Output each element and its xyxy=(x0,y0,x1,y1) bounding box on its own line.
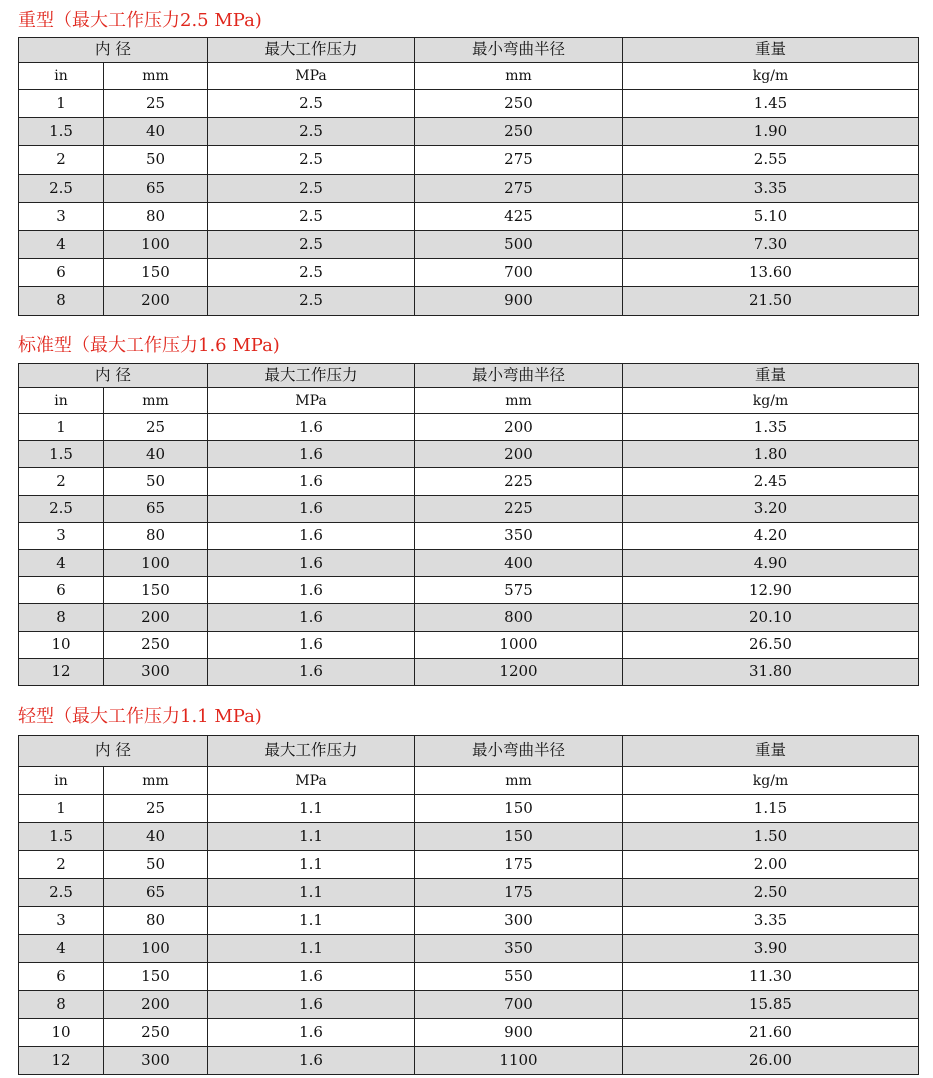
cell-pressure: 2.5 xyxy=(208,202,415,230)
cell-weight: 3.20 xyxy=(623,495,919,522)
cell-inch: 1.5 xyxy=(19,823,104,851)
unit-weight: kg/m xyxy=(623,63,919,90)
cell-weight: 3.35 xyxy=(623,907,919,935)
table-row xyxy=(19,879,919,907)
cell-bend-radius: 550 xyxy=(415,963,623,991)
cell-mm: 65 xyxy=(104,879,208,907)
table-row xyxy=(19,963,919,991)
cell-mm: 80 xyxy=(104,522,208,549)
table-row xyxy=(19,604,919,631)
unit-mm: mm xyxy=(104,388,208,414)
cell-pressure: 1.6 xyxy=(208,658,415,685)
cell-weight: 1.80 xyxy=(623,441,919,468)
cell-pressure: 1.1 xyxy=(208,851,415,879)
cell-inch: 4 xyxy=(19,549,104,576)
table-row xyxy=(19,495,919,522)
cell-inch: 8 xyxy=(19,287,104,315)
header-inner-diameter: 内 径 xyxy=(19,38,208,63)
unit-in: in xyxy=(19,767,104,795)
cell-mm: 200 xyxy=(104,287,208,315)
header-max-pressure: 最大工作压力 xyxy=(208,38,415,63)
cell-weight: 21.60 xyxy=(623,1019,919,1047)
cell-pressure: 1.6 xyxy=(208,468,415,495)
cell-inch: 8 xyxy=(19,991,104,1019)
cell-bend-radius: 800 xyxy=(415,604,623,631)
table-row xyxy=(19,468,919,495)
cell-pressure: 1.6 xyxy=(208,495,415,522)
cell-inch: 4 xyxy=(19,230,104,258)
cell-mm: 50 xyxy=(104,146,208,174)
cell-pressure: 2.5 xyxy=(208,146,415,174)
cell-inch: 6 xyxy=(19,963,104,991)
table-row xyxy=(19,631,919,658)
header-row xyxy=(19,364,919,388)
cell-inch: 1 xyxy=(19,414,104,441)
cell-mm: 80 xyxy=(104,202,208,230)
header-min-bend-radius: 最小弯曲半径 xyxy=(415,38,623,63)
cell-pressure: 1.6 xyxy=(208,631,415,658)
cell-pressure: 1.6 xyxy=(208,522,415,549)
cell-mm: 150 xyxy=(104,963,208,991)
cell-bend-radius: 700 xyxy=(415,259,623,287)
cell-mm: 25 xyxy=(104,795,208,823)
table-row xyxy=(19,90,919,118)
cell-pressure: 1.1 xyxy=(208,823,415,851)
cell-bend-radius: 250 xyxy=(415,90,623,118)
cell-weight: 4.90 xyxy=(623,549,919,576)
cell-mm: 150 xyxy=(104,577,208,604)
cell-pressure: 2.5 xyxy=(208,230,415,258)
table-row xyxy=(19,658,919,685)
cell-mm: 50 xyxy=(104,851,208,879)
cell-weight: 31.80 xyxy=(623,658,919,685)
cell-bend-radius: 1000 xyxy=(415,631,623,658)
section-title: 轻型（最大工作压力1.1 MPa) xyxy=(18,706,262,727)
header-row xyxy=(19,38,919,63)
cell-mm: 150 xyxy=(104,259,208,287)
table-row xyxy=(19,991,919,1019)
cell-mm: 40 xyxy=(104,441,208,468)
cell-pressure: 1.6 xyxy=(208,549,415,576)
cell-pressure: 1.1 xyxy=(208,935,415,963)
cell-mm: 80 xyxy=(104,907,208,935)
header-min-bend-radius: 最小弯曲半径 xyxy=(415,736,623,767)
cell-pressure: 1.6 xyxy=(208,1047,415,1075)
section-title: 重型（最大工作压力2.5 MPa) xyxy=(18,10,262,31)
cell-bend-radius: 150 xyxy=(415,823,623,851)
cell-bend-radius: 275 xyxy=(415,174,623,202)
cell-mm: 100 xyxy=(104,230,208,258)
cell-weight: 3.90 xyxy=(623,935,919,963)
cell-mm: 250 xyxy=(104,1019,208,1047)
header-row xyxy=(19,736,919,767)
cell-inch: 8 xyxy=(19,604,104,631)
cell-weight: 3.35 xyxy=(623,174,919,202)
cell-mm: 100 xyxy=(104,549,208,576)
cell-weight: 26.50 xyxy=(623,631,919,658)
header-weight: 重量 xyxy=(623,38,919,63)
cell-bend-radius: 1100 xyxy=(415,1047,623,1075)
header-weight: 重量 xyxy=(623,364,919,388)
cell-bend-radius: 575 xyxy=(415,577,623,604)
unit-weight: kg/m xyxy=(623,388,919,414)
cell-mm: 250 xyxy=(104,631,208,658)
cell-weight: 2.50 xyxy=(623,879,919,907)
cell-inch: 10 xyxy=(19,1019,104,1047)
cell-bend-radius: 1200 xyxy=(415,658,623,685)
cell-bend-radius: 175 xyxy=(415,851,623,879)
cell-weight: 1.90 xyxy=(623,118,919,146)
cell-pressure: 2.5 xyxy=(208,259,415,287)
table-row xyxy=(19,522,919,549)
cell-inch: 4 xyxy=(19,935,104,963)
unit-row xyxy=(19,63,919,90)
cell-weight: 2.55 xyxy=(623,146,919,174)
cell-weight: 12.90 xyxy=(623,577,919,604)
table-row xyxy=(19,118,919,146)
cell-weight: 11.30 xyxy=(623,963,919,991)
cell-inch: 10 xyxy=(19,631,104,658)
cell-pressure: 1.6 xyxy=(208,414,415,441)
header-weight: 重量 xyxy=(623,736,919,767)
unit-in: in xyxy=(19,63,104,90)
cell-inch: 1.5 xyxy=(19,118,104,146)
cell-inch: 3 xyxy=(19,202,104,230)
header-max-pressure: 最大工作压力 xyxy=(208,736,415,767)
cell-weight: 26.00 xyxy=(623,1047,919,1075)
table-row xyxy=(19,1019,919,1047)
table-row xyxy=(19,823,919,851)
cell-inch: 3 xyxy=(19,907,104,935)
cell-mm: 40 xyxy=(104,118,208,146)
cell-inch: 12 xyxy=(19,1047,104,1075)
cell-bend-radius: 300 xyxy=(415,907,623,935)
cell-pressure: 1.6 xyxy=(208,577,415,604)
unit-radius: mm xyxy=(415,767,623,795)
cell-weight: 2.00 xyxy=(623,851,919,879)
cell-pressure: 1.1 xyxy=(208,795,415,823)
table-row xyxy=(19,174,919,202)
cell-bend-radius: 400 xyxy=(415,549,623,576)
cell-pressure: 1.1 xyxy=(208,879,415,907)
spec-table xyxy=(18,735,919,1075)
cell-mm: 200 xyxy=(104,991,208,1019)
cell-inch: 2.5 xyxy=(19,495,104,522)
table-row xyxy=(19,795,919,823)
table-row xyxy=(19,577,919,604)
table-row xyxy=(19,230,919,258)
table-row xyxy=(19,202,919,230)
cell-weight: 1.45 xyxy=(623,90,919,118)
cell-inch: 3 xyxy=(19,522,104,549)
cell-mm: 40 xyxy=(104,823,208,851)
cell-inch: 6 xyxy=(19,259,104,287)
cell-bend-radius: 350 xyxy=(415,935,623,963)
cell-mm: 300 xyxy=(104,658,208,685)
cell-pressure: 2.5 xyxy=(208,90,415,118)
cell-inch: 2 xyxy=(19,146,104,174)
unit-in: in xyxy=(19,388,104,414)
cell-mm: 100 xyxy=(104,935,208,963)
section-title: 标准型（最大工作压力1.6 MPa) xyxy=(18,335,280,356)
cell-inch: 2.5 xyxy=(19,174,104,202)
unit-radius: mm xyxy=(415,63,623,90)
cell-mm: 65 xyxy=(104,495,208,522)
header-max-pressure: 最大工作压力 xyxy=(208,364,415,388)
cell-mm: 300 xyxy=(104,1047,208,1075)
unit-mm: mm xyxy=(104,63,208,90)
table-row xyxy=(19,935,919,963)
cell-mm: 25 xyxy=(104,414,208,441)
unit-pressure: MPa xyxy=(208,63,415,90)
table-row xyxy=(19,549,919,576)
cell-inch: 1 xyxy=(19,795,104,823)
cell-pressure: 1.6 xyxy=(208,441,415,468)
cell-bend-radius: 150 xyxy=(415,795,623,823)
spec-table xyxy=(18,363,919,686)
cell-inch: 1.5 xyxy=(19,441,104,468)
cell-inch: 6 xyxy=(19,577,104,604)
cell-bend-radius: 425 xyxy=(415,202,623,230)
cell-bend-radius: 700 xyxy=(415,991,623,1019)
cell-pressure: 1.6 xyxy=(208,1019,415,1047)
cell-weight: 5.10 xyxy=(623,202,919,230)
cell-pressure: 2.5 xyxy=(208,118,415,146)
unit-mm: mm xyxy=(104,767,208,795)
cell-mm: 50 xyxy=(104,468,208,495)
cell-inch: 2 xyxy=(19,851,104,879)
cell-bend-radius: 175 xyxy=(415,879,623,907)
cell-weight: 13.60 xyxy=(623,259,919,287)
table-row xyxy=(19,146,919,174)
unit-row xyxy=(19,388,919,414)
unit-weight: kg/m xyxy=(623,767,919,795)
cell-bend-radius: 900 xyxy=(415,1019,623,1047)
table-row xyxy=(19,287,919,315)
cell-bend-radius: 900 xyxy=(415,287,623,315)
cell-pressure: 1.1 xyxy=(208,907,415,935)
cell-mm: 25 xyxy=(104,90,208,118)
cell-bend-radius: 275 xyxy=(415,146,623,174)
cell-weight: 1.35 xyxy=(623,414,919,441)
table-row xyxy=(19,414,919,441)
cell-weight: 7.30 xyxy=(623,230,919,258)
unit-radius: mm xyxy=(415,388,623,414)
cell-mm: 65 xyxy=(104,174,208,202)
cell-weight: 4.20 xyxy=(623,522,919,549)
header-min-bend-radius: 最小弯曲半径 xyxy=(415,364,623,388)
table-row xyxy=(19,851,919,879)
cell-weight: 20.10 xyxy=(623,604,919,631)
cell-bend-radius: 500 xyxy=(415,230,623,258)
cell-mm: 200 xyxy=(104,604,208,631)
cell-pressure: 1.6 xyxy=(208,604,415,631)
cell-pressure: 1.6 xyxy=(208,963,415,991)
unit-pressure: MPa xyxy=(208,767,415,795)
table-row xyxy=(19,441,919,468)
cell-bend-radius: 250 xyxy=(415,118,623,146)
cell-inch: 12 xyxy=(19,658,104,685)
cell-inch: 2 xyxy=(19,468,104,495)
table-row xyxy=(19,1047,919,1075)
cell-weight: 1.15 xyxy=(623,795,919,823)
header-inner-diameter: 内 径 xyxy=(19,364,208,388)
header-inner-diameter: 内 径 xyxy=(19,736,208,767)
cell-weight: 21.50 xyxy=(623,287,919,315)
spec-table xyxy=(18,37,919,316)
cell-weight: 15.85 xyxy=(623,991,919,1019)
cell-bend-radius: 225 xyxy=(415,495,623,522)
cell-weight: 1.50 xyxy=(623,823,919,851)
table-row xyxy=(19,907,919,935)
cell-pressure: 1.6 xyxy=(208,991,415,1019)
cell-inch: 1 xyxy=(19,90,104,118)
cell-pressure: 2.5 xyxy=(208,174,415,202)
cell-pressure: 2.5 xyxy=(208,287,415,315)
cell-bend-radius: 225 xyxy=(415,468,623,495)
cell-bend-radius: 200 xyxy=(415,441,623,468)
unit-pressure: MPa xyxy=(208,388,415,414)
cell-weight: 2.45 xyxy=(623,468,919,495)
cell-bend-radius: 200 xyxy=(415,414,623,441)
unit-row xyxy=(19,767,919,795)
cell-inch: 2.5 xyxy=(19,879,104,907)
cell-bend-radius: 350 xyxy=(415,522,623,549)
table-row xyxy=(19,259,919,287)
